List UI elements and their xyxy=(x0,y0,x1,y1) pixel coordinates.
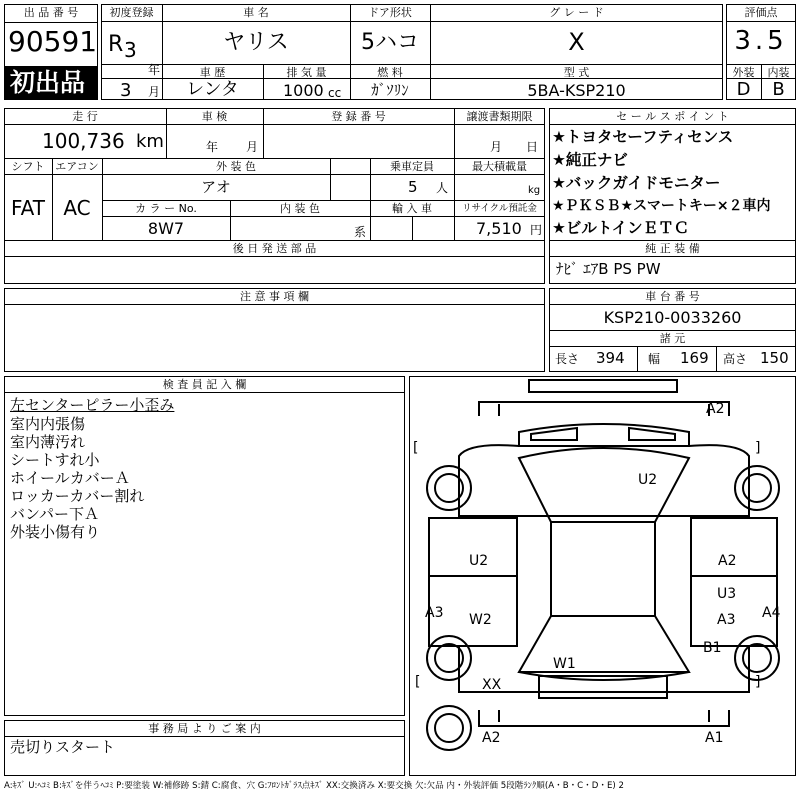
transfer-month: 月 xyxy=(490,140,503,154)
damage-mark: A1 xyxy=(705,730,724,746)
damage-mark: U3 xyxy=(717,586,737,602)
len-value: 394 xyxy=(596,349,625,367)
colorno-label: カ ラ ー No. xyxy=(135,202,197,215)
ext-label: 外装 xyxy=(732,66,755,79)
transfer-label: 譲渡書類期限 xyxy=(466,110,533,123)
wid-label: 幅 xyxy=(648,352,661,366)
inspector-item: バンパー下Ａ xyxy=(10,505,99,523)
grade-label: グ レ ー ド xyxy=(549,6,604,19)
mileage-value: 100,736 xyxy=(42,129,125,153)
hgt-value: 150 xyxy=(760,349,789,367)
later-parts-label: 後 日 発 送 部 品 xyxy=(232,242,317,255)
shift-label: シフト xyxy=(11,160,45,173)
hgt-label: 高さ xyxy=(723,352,748,366)
colorno-value: 8W7 xyxy=(147,219,185,238)
legend: A:ｷｽﾞ U:ﾍｺﾐ B:ｷｽﾞを伴うﾍｺﾐ P:要塗装 W:補修跡 S:錆 C:腐食、穴 G:ﾌﾛﾝﾄｶﾞﾗｽ点ｷｽﾞ XX:交換済み X:要交換 欠:欠品 内・外装評価 5段階ﾗﾝｸ順(A・B・C・D・E) 2 xyxy=(4,781,624,791)
mileage-label: 走 行 xyxy=(72,110,98,123)
intcolor-unit: 系 xyxy=(354,225,367,239)
equip-value: ﾅﾋﾞ ｴｱB PS PW xyxy=(556,260,661,278)
reg-label: 登 録 番 号 xyxy=(331,110,386,123)
damage-mark: A3 xyxy=(717,612,736,628)
ac-label: エアコン xyxy=(55,160,99,173)
inspector-item: 室内内張傷 xyxy=(10,415,86,433)
len-label: 長さ xyxy=(555,352,580,366)
grade-value: X xyxy=(568,28,585,56)
year-unit: 年 xyxy=(148,63,161,77)
sales-label: セ ー ル ス ポ イ ン ト xyxy=(616,110,729,123)
car-name: ヤリス xyxy=(223,30,289,55)
wid-value: 169 xyxy=(680,349,709,367)
intcolor-label: 内 装 色 xyxy=(280,202,320,215)
cap-unit: 人 xyxy=(436,181,449,195)
first-reg-label: 初度登録 xyxy=(109,6,154,19)
door-label: ドア形状 xyxy=(368,6,412,19)
transfer-day: 日 xyxy=(526,140,539,154)
reg-month: 3 xyxy=(120,80,132,101)
import-label: 輸 入 車 xyxy=(392,202,432,215)
damage-mark: A2 xyxy=(718,553,737,569)
reg-year: 3 xyxy=(124,38,137,62)
recycle-unit: 円 xyxy=(530,223,543,237)
damage-mark: A4 xyxy=(762,605,781,621)
ac-value: AC xyxy=(63,196,91,220)
inspector-label: 検 査 員 記 入 欄 xyxy=(162,378,247,391)
svg-text:[: [ xyxy=(413,440,419,456)
name-label: 車 名 xyxy=(243,6,269,19)
damage-mark: W2 xyxy=(469,612,492,628)
damage-mark: U2 xyxy=(638,472,658,488)
month-unit: 月 xyxy=(148,85,161,99)
color-value: アオ xyxy=(201,178,231,196)
load-label: 最大積載量 xyxy=(472,160,527,173)
svg-text:]: ] xyxy=(755,440,761,456)
fuel-label: 燃 料 xyxy=(377,66,403,79)
shift-value: FAT xyxy=(10,196,45,220)
lot-label: 出 品 番 号 xyxy=(23,6,79,19)
sales-point: ★ＰＫＳＢ★スマートキー×２車内 xyxy=(552,198,771,214)
ext-score: D xyxy=(736,79,751,100)
door-value: 5ハコ xyxy=(361,30,419,55)
svg-text:[: [ xyxy=(415,674,421,690)
history-label: 車 歴 xyxy=(199,66,226,79)
dims-label: 諸 元 xyxy=(659,332,686,345)
model-label: 型 式 xyxy=(563,66,590,79)
lot-number: 90591 xyxy=(8,25,98,58)
svg-text:]: ] xyxy=(755,674,761,690)
notes-label: 注 意 事 項 欄 xyxy=(240,290,309,303)
car-diagram xyxy=(409,376,796,776)
sales-point: ★トヨタセーフティセンス xyxy=(552,128,734,146)
era: R xyxy=(108,32,124,57)
cap-label: 乗車定員 xyxy=(390,160,434,173)
chassis-number: KSP210-0033260 xyxy=(603,308,742,327)
model-value: 5BA-KSP210 xyxy=(527,81,626,100)
first-listing-text: 初出品 xyxy=(10,68,86,97)
inspector-item: シートすれ小 xyxy=(10,451,100,469)
equip-label: 純 正 装 備 xyxy=(645,242,700,255)
load-unit: kg xyxy=(528,185,541,196)
fuel-value: ｶﾞｿﾘﾝ xyxy=(371,81,409,99)
office-label: 事 務 局 よ り ご 案 内 xyxy=(148,722,261,735)
inspect-year: 年 xyxy=(206,140,219,154)
recycle-label: リサイクル預託金 xyxy=(462,203,537,214)
inspector-item: ホイールカバーＡ xyxy=(10,469,130,487)
damage-mark: A3 xyxy=(425,605,444,621)
sales-point: ★ビルトインＥＴＣ xyxy=(552,219,690,237)
inspector-item: ロッカーカバー割れ xyxy=(10,487,145,505)
damage-mark: W1 xyxy=(553,656,576,672)
sales-point: ★純正ナビ xyxy=(552,151,628,169)
recycle-value: 7,510 xyxy=(476,219,522,238)
color-label: 外 装 色 xyxy=(216,160,256,173)
damage-mark: U2 xyxy=(469,553,489,569)
sales-point: ★バックガイドモニター xyxy=(552,174,721,192)
disp-unit: cc xyxy=(328,86,342,100)
inspect-label: 車 検 xyxy=(201,110,228,123)
chassis-label: 車 台 番 号 xyxy=(645,290,700,303)
inspect-month: 月 xyxy=(246,140,259,154)
score-value: 3.5 xyxy=(734,26,788,56)
cap-value: 5 xyxy=(408,178,418,196)
disp-value: 1000 xyxy=(283,81,324,100)
history-value: レンタ xyxy=(186,79,239,100)
disp-label: 排 気 量 xyxy=(286,66,327,79)
int-score: B xyxy=(772,79,785,100)
inspector-item: 外装小傷有り xyxy=(10,523,101,541)
inspector-item: 室内薄汚れ xyxy=(10,433,86,451)
int-label: 内装 xyxy=(767,66,790,79)
mileage-unit: km xyxy=(136,131,164,152)
score-label: 評価点 xyxy=(744,6,778,19)
inspector-item: 左センターピラー小歪み xyxy=(10,396,175,414)
damage-mark: A2 xyxy=(482,730,501,746)
office-text: 売切りスタート xyxy=(10,738,116,756)
damage-mark: A2 xyxy=(706,401,725,417)
damage-mark: B1 xyxy=(703,640,722,656)
damage-mark: XX xyxy=(482,677,502,693)
